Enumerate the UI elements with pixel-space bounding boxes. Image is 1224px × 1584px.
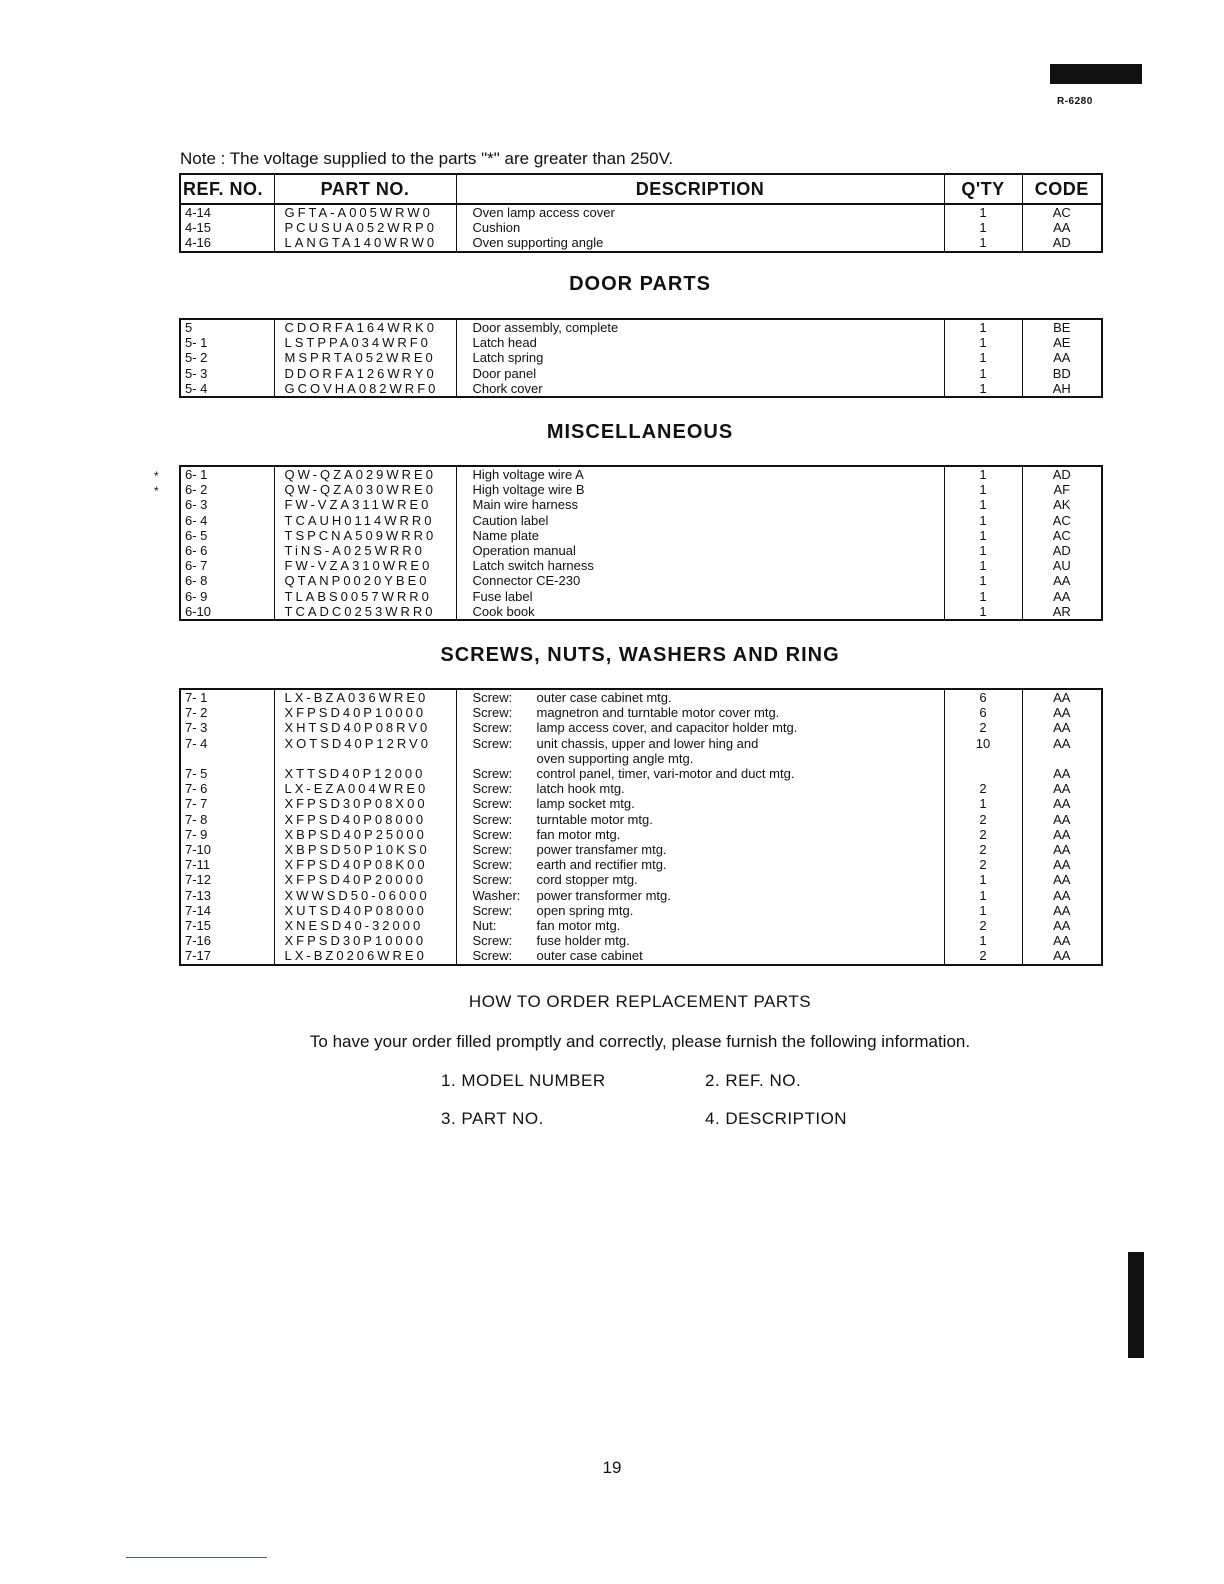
description-cell: High voltage wire A (456, 466, 944, 482)
part-no-cell: LSTPPA034WRF0 (274, 335, 456, 350)
description-cell (456, 918, 944, 933)
part-no-cell: FW-VZA310WRE0 (274, 558, 456, 573)
description-cell (456, 857, 944, 872)
ref-no-cell: 7-15 (180, 918, 274, 933)
description-cell (456, 842, 944, 857)
ref-no-cell: 7- 6 (180, 781, 274, 796)
ref-no-cell: 7-13 (180, 888, 274, 903)
description-cell (456, 872, 944, 887)
description-cell: Door assembly, complete (456, 319, 944, 335)
qty-cell: 1 (944, 350, 1022, 365)
ref-no-cell: 7-14 (180, 903, 274, 918)
fastener-type: Screw: (472, 781, 513, 797)
header-part-no: PART NO. (274, 174, 456, 204)
part-no-cell: XFPSD40P08000 (274, 812, 456, 827)
code-cell: AU (1052, 558, 1071, 574)
part-no-cell: PCUSUA052WRP0 (274, 220, 456, 235)
qty-cell: 1 (944, 381, 1022, 397)
table-row (180, 736, 1102, 751)
ref-no-cell: 7- 7 (180, 796, 274, 811)
qty-cell: 2 (944, 781, 1022, 796)
description-cell: High voltage wire B (456, 482, 944, 497)
part-no-cell: XBPSD40P25000 (274, 827, 456, 842)
description-cell: Oven lamp access cover (456, 204, 944, 220)
description-text: magnetron and turntable motor cover mtg. (536, 705, 780, 721)
ref-no-cell: 6- 1 (180, 466, 274, 482)
part-no-cell: XFPSD40P20000 (274, 872, 456, 887)
qty-cell: 1 (944, 482, 1022, 497)
ref-no-cell: 6- 8 (180, 573, 274, 588)
part-no-cell: XFPSD40P08K00 (274, 857, 456, 872)
code-cell (1022, 751, 1102, 766)
qty-cell: 1 (944, 872, 1022, 887)
description-text: outer case cabinet mtg. (536, 690, 672, 705)
part-no-cell: XBPSD50P10KS0 (274, 842, 456, 857)
description-cell: Main wire harness (456, 497, 944, 512)
qty-cell: 1 (944, 543, 1022, 558)
qty-cell: 1 (944, 466, 1022, 482)
description-cell: Door panel (456, 366, 944, 381)
model-code: R-6280 (1057, 96, 1093, 107)
part-no-cell: XUTSD40P08000 (274, 903, 456, 918)
header-qty: Q'TY (944, 174, 1022, 204)
description-cell (456, 689, 944, 705)
ref-no-cell: 4-15 (180, 220, 274, 235)
code-cell: AA (1053, 796, 1071, 812)
code-cell: AA (1053, 573, 1071, 589)
description-cell (456, 827, 944, 842)
fastener-type: Screw: (472, 902, 513, 918)
description-cell (456, 933, 944, 948)
ref-no-cell: 7- 9 (180, 827, 274, 842)
qty-cell (944, 766, 1022, 781)
part-no-cell: XNESD40-32000 (274, 918, 456, 933)
code-cell: AA (1053, 766, 1071, 782)
table-row (180, 857, 1102, 872)
table-row (180, 751, 1102, 766)
qty-cell: 2 (944, 948, 1022, 964)
parts-table-general (179, 173, 1103, 253)
fastener-type: Screw: (472, 872, 513, 888)
description-cell: Oven supporting angle (456, 235, 944, 251)
description-cell: Operation manual (456, 543, 944, 558)
fastener-type: Nut: (472, 918, 497, 934)
qty-cell (944, 751, 1022, 766)
description-cell: Cook book (456, 604, 944, 620)
qty-cell: 1 (944, 796, 1022, 811)
part-no-cell: FW-VZA311WRE0 (274, 497, 456, 512)
parts-table-door (179, 318, 1103, 398)
qty-cell: 2 (944, 842, 1022, 857)
qty-cell: 2 (944, 720, 1022, 735)
description-cell (456, 751, 944, 766)
table-row (180, 466, 1102, 482)
table-row (180, 705, 1102, 720)
fastener-type: Washer: (472, 887, 521, 903)
parts-table-screws (179, 688, 1103, 966)
description-cell: Chork cover (456, 381, 944, 397)
part-no-cell: MSPRTA052WRE0 (274, 350, 456, 365)
description-cell (456, 781, 944, 796)
table-row (180, 220, 1102, 235)
ref-no-cell: 5- 4 (180, 381, 274, 397)
qty-cell: 1 (944, 604, 1022, 620)
description-cell (456, 903, 944, 918)
description-text: unit chassis, upper and lower hing and (536, 735, 759, 751)
table-row (180, 381, 1102, 397)
fastener-type: Screw: (472, 705, 513, 721)
description-cell: Name plate (456, 528, 944, 543)
code-cell: AD (1052, 235, 1071, 251)
voltage-note: Note : The voltage supplied to the parts "*" are greater than 250V. (180, 149, 674, 168)
table-row (180, 842, 1102, 857)
part-no-cell: LX-EZA004WRE0 (274, 781, 456, 796)
fastener-type: Screw: (472, 933, 513, 949)
parts-table-misc (179, 465, 1103, 621)
ref-no-cell: 6- 7 (180, 558, 274, 573)
qty-cell: 1 (944, 220, 1022, 235)
ref-no-cell: 6- 9 (180, 589, 274, 604)
qty-cell: 1 (944, 528, 1022, 543)
code-cell: AA (1053, 872, 1071, 888)
description-text: power transfamer mtg. (536, 842, 667, 858)
part-no-cell (274, 751, 456, 766)
section-tab-mark (1050, 64, 1142, 84)
description-cell: Latch switch harness (456, 558, 944, 573)
code-cell: AA (1053, 918, 1071, 934)
table-row (180, 528, 1102, 543)
table-header-row (180, 174, 1102, 204)
part-no-cell: XFPSD30P10000 (274, 933, 456, 948)
ref-no-cell: 7- 3 (180, 720, 274, 735)
ref-no-cell (180, 751, 274, 766)
qty-cell: 1 (944, 573, 1022, 588)
qty-cell: 2 (944, 857, 1022, 872)
ref-no-cell: 7- 4 (180, 736, 274, 751)
fastener-type: Screw: (472, 720, 513, 736)
fastener-type: Screw: (472, 826, 513, 842)
order-item: 3. PART NO. (441, 1109, 544, 1128)
code-cell: AA (1053, 902, 1071, 918)
table-row (180, 720, 1102, 735)
qty-cell: 10 (944, 736, 1022, 751)
qty-cell: 1 (944, 319, 1022, 335)
ref-no-cell: 7-17 (180, 948, 274, 964)
code-cell: AF (1053, 482, 1071, 498)
table-row (180, 766, 1102, 781)
code-cell: AA (1053, 948, 1071, 964)
part-no-cell: LX-BZA036WRE0 (274, 689, 456, 705)
description-cell (456, 705, 944, 720)
table-row (180, 888, 1102, 903)
qty-cell: 1 (944, 903, 1022, 918)
part-no-cell: TiNS-A025WRR0 (274, 543, 456, 558)
table-row (180, 933, 1102, 948)
part-no-cell: TLABS0057WRR0 (274, 589, 456, 604)
code-cell: AA (1053, 690, 1071, 705)
order-item: 4. DESCRIPTION (705, 1109, 848, 1128)
qty-cell: 1 (944, 335, 1022, 350)
description-cell (456, 766, 944, 781)
ref-no-cell: 6- 5 (180, 528, 274, 543)
part-no-cell: TCAUH0114WRR0 (274, 513, 456, 528)
description-text: fan motor mtg. (536, 918, 621, 934)
header-description: DESCRIPTION (456, 174, 944, 204)
description-cell: Cushion (456, 220, 944, 235)
code-cell: BE (1053, 320, 1071, 335)
door-parts-title: DOOR PARTS (569, 273, 711, 295)
table-row (180, 918, 1102, 933)
ref-no-cell: 6- 3 (180, 497, 274, 512)
table-row (180, 513, 1102, 528)
table-row (180, 558, 1102, 573)
description-text: latch hook mtg. (536, 781, 625, 797)
part-no-cell: GCOVHA082WRF0 (274, 381, 456, 397)
high-voltage-bullet: * (154, 484, 159, 498)
code-cell: AK (1053, 497, 1071, 513)
header-code: CODE (1022, 174, 1102, 204)
description-cell (456, 812, 944, 827)
part-no-cell: TCADC0253WRR0 (274, 604, 456, 620)
qty-cell: 1 (944, 933, 1022, 948)
fastener-type: Screw: (472, 948, 513, 964)
part-no-cell: DDORFA126WRY0 (274, 366, 456, 381)
part-no-cell: CDORFA164WRK0 (274, 319, 456, 335)
table-row (180, 204, 1102, 220)
ref-no-cell: 7-10 (180, 842, 274, 857)
code-cell: AA (1053, 781, 1071, 797)
code-cell: AA (1053, 857, 1071, 873)
howto-title: HOW TO ORDER REPLACEMENT PARTS (468, 992, 812, 1011)
ref-no-cell: 7- 8 (180, 812, 274, 827)
ref-no-cell: 7- 2 (180, 705, 274, 720)
order-item: 1. MODEL NUMBER (441, 1071, 606, 1090)
description-cell: Latch head (456, 335, 944, 350)
description-text: earth and rectifier mtg. (536, 857, 667, 873)
description-text: fan motor mtg. (536, 826, 621, 842)
ref-no-cell: 7-12 (180, 872, 274, 887)
table-row (180, 948, 1102, 964)
ref-no-cell: 4-14 (180, 204, 274, 220)
table-row (180, 781, 1102, 796)
description-cell: Fuse label (456, 589, 944, 604)
description-cell (456, 796, 944, 811)
qty-cell: 2 (944, 812, 1022, 827)
ref-no-cell: 7-16 (180, 933, 274, 948)
part-no-cell: LANGTA140WRW0 (274, 235, 456, 251)
ref-no-cell: 4-16 (180, 235, 274, 251)
side-index-bar (1128, 1252, 1144, 1358)
description-text: open spring mtg. (536, 902, 634, 918)
ref-no-cell: 5- 1 (180, 335, 274, 350)
ref-no-cell: 5- 2 (180, 350, 274, 365)
code-cell: AA (1053, 735, 1071, 751)
part-no-cell: XFPSD30P08X00 (274, 796, 456, 811)
table-row (180, 366, 1102, 381)
header-ref-no: REF. NO. (180, 174, 274, 204)
table-row (180, 903, 1102, 918)
high-voltage-bullet: * (154, 469, 159, 483)
table-row (180, 319, 1102, 335)
description-cell (456, 888, 944, 903)
qty-cell: 6 (944, 705, 1022, 720)
code-cell: AR (1052, 603, 1071, 619)
description-cell (456, 720, 944, 735)
order-item: 2. REF. NO. (705, 1071, 802, 1090)
table-row (180, 573, 1102, 588)
ref-no-cell: 6- 4 (180, 513, 274, 528)
part-no-cell: XWWSD50-06000 (274, 888, 456, 903)
table-row (180, 689, 1102, 705)
description-cell: Latch spring (456, 350, 944, 365)
fastener-type: Screw: (472, 811, 513, 827)
fastener-type: Screw: (472, 796, 513, 812)
table-row (180, 589, 1102, 604)
ref-no-cell: 7-11 (180, 857, 274, 872)
table-row (180, 335, 1102, 350)
part-no-cell: QW-QZA029WRE0 (274, 466, 456, 482)
fastener-type: Screw: (472, 766, 513, 782)
code-cell: AA (1053, 705, 1071, 721)
qty-cell: 1 (944, 888, 1022, 903)
fastener-type: Screw: (472, 842, 513, 858)
description-cell (456, 736, 944, 751)
code-cell: AA (1053, 720, 1071, 736)
howto-instructions: To have your order filled promptly and correctly, please furnish the following information. (309, 1032, 971, 1051)
ref-no-cell: 7- 5 (180, 766, 274, 781)
code-cell: AC (1052, 512, 1071, 528)
page-number: 19 (602, 1458, 622, 1477)
code-cell: AA (1053, 811, 1071, 827)
description-cell: Caution label (456, 513, 944, 528)
table-row (180, 812, 1102, 827)
code-cell: AC (1052, 205, 1071, 220)
code-cell: AE (1053, 335, 1071, 351)
ref-no-cell: 5 (180, 319, 274, 335)
part-no-cell: XHTSD40P08RV0 (274, 720, 456, 735)
miscellaneous-title: MISCELLANEOUS (546, 421, 734, 443)
description-cell (456, 948, 944, 964)
table-row (180, 872, 1102, 887)
code-cell: AA (1053, 933, 1071, 949)
part-no-cell: XOTSD40P12RV0 (274, 736, 456, 751)
description-text: control panel, timer, vari-motor and duct mtg. (536, 766, 795, 782)
description-text: oven supporting angle mtg. (536, 750, 694, 766)
description-text: lamp access cover, and capacitor holder mtg. (536, 720, 798, 736)
description-text: turntable motor mtg. (536, 811, 653, 827)
qty-cell: 1 (944, 558, 1022, 573)
qty-cell: 1 (944, 204, 1022, 220)
qty-cell: 6 (944, 689, 1022, 705)
part-no-cell: QW-QZA030WRE0 (274, 482, 456, 497)
table-row (180, 235, 1102, 251)
ref-no-cell: 7- 1 (180, 689, 274, 705)
ref-no-cell: 6- 2 (180, 482, 274, 497)
code-cell: AA (1053, 588, 1071, 604)
qty-cell: 1 (944, 513, 1022, 528)
code-cell: BD (1052, 365, 1071, 381)
ref-no-cell: 6- 6 (180, 543, 274, 558)
code-cell: AA (1053, 842, 1071, 858)
part-no-cell: TSPCNA509WRR0 (274, 528, 456, 543)
code-cell: AD (1052, 543, 1071, 559)
qty-cell: 2 (944, 918, 1022, 933)
fastener-type: Screw: (472, 690, 513, 705)
part-no-cell: QTANP0020YBE0 (274, 573, 456, 588)
description-text: lamp socket mtg. (536, 796, 635, 812)
code-cell: AA (1053, 887, 1071, 903)
qty-cell: 1 (944, 366, 1022, 381)
part-no-cell: LX-BZ0206WRE0 (274, 948, 456, 964)
description-text: power transformer mtg. (536, 887, 671, 903)
code-cell: AA (1053, 826, 1071, 842)
code-cell: AA (1053, 220, 1071, 236)
ref-no-cell: 5- 3 (180, 366, 274, 381)
description-text: outer case cabinet (536, 948, 643, 964)
ref-no-cell: 6-10 (180, 604, 274, 620)
footer-rule (126, 1557, 267, 1558)
part-no-cell: XFPSD40P10000 (274, 705, 456, 720)
code-cell: AD (1052, 467, 1071, 482)
table-row (180, 604, 1102, 620)
table-row (180, 482, 1102, 497)
table-row (180, 543, 1102, 558)
code-cell: AH (1052, 380, 1071, 396)
part-no-cell: GFTA-A005WRW0 (274, 204, 456, 220)
fastener-type: Screw: (472, 735, 513, 751)
qty-cell: 2 (944, 827, 1022, 842)
table-row (180, 827, 1102, 842)
table-row (180, 796, 1102, 811)
screws-title: SCREWS, NUTS, WASHERS AND RING (440, 644, 840, 666)
code-cell: AC (1052, 527, 1071, 543)
qty-cell: 1 (944, 589, 1022, 604)
table-row (180, 497, 1102, 512)
fastener-type: Screw: (472, 857, 513, 873)
code-cell: AA (1053, 350, 1071, 366)
description-text: fuse holder mtg. (536, 933, 630, 949)
qty-cell: 1 (944, 497, 1022, 512)
qty-cell: 1 (944, 235, 1022, 251)
table-row (180, 350, 1102, 365)
description-cell: Connector CE-230 (456, 573, 944, 588)
part-no-cell: XTTSD40P12000 (274, 766, 456, 781)
description-text: cord stopper mtg. (536, 872, 638, 888)
